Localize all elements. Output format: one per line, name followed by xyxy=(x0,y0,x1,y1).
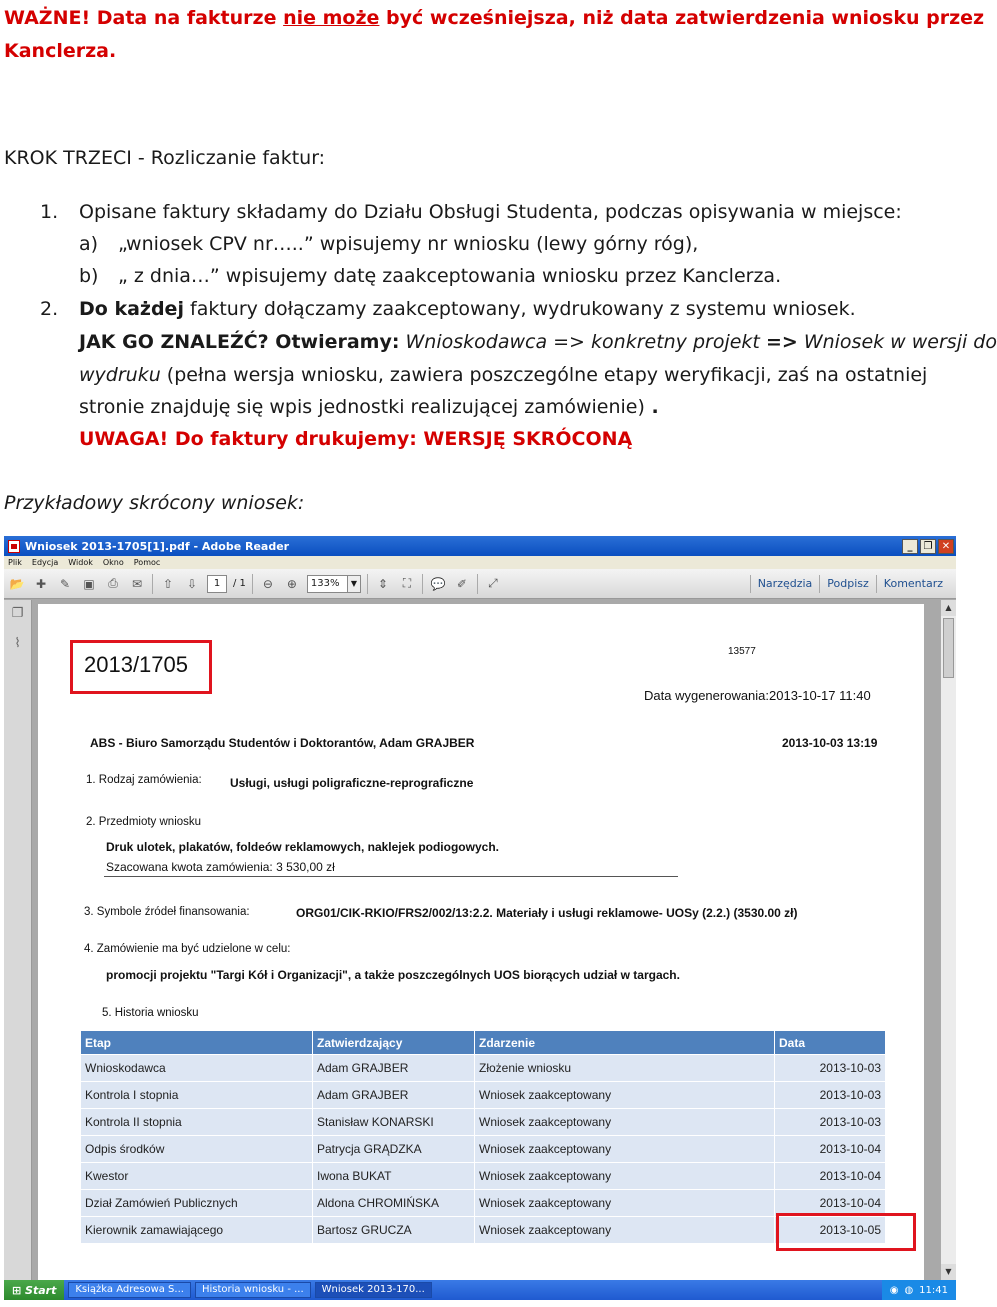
clock: 11:41 xyxy=(919,1284,948,1296)
zoom-in-icon[interactable]: ⊕ xyxy=(286,576,297,591)
cell-etap: Odpis środków xyxy=(81,1136,313,1163)
toolbar-separator xyxy=(477,574,478,594)
menu-bar xyxy=(4,556,956,569)
item2-line-2 xyxy=(79,330,997,354)
save-icon[interactable]: ▣ xyxy=(83,576,95,591)
section-2-value: Druk ulotek, plakatów, foldeów reklamowych, naklejek podiogowych. xyxy=(106,840,499,854)
system-tray xyxy=(882,1280,956,1300)
section-4-label: 4. Zamówienie ma być udzielone w celu: xyxy=(84,943,291,955)
item1-b-label: b) xyxy=(79,265,99,287)
cell-event: Wniosek zaakceptowany xyxy=(475,1109,775,1136)
reader-screenshot xyxy=(4,536,956,1300)
menu-pomoc[interactable]: Pomoc xyxy=(133,558,161,567)
warning-line-1 xyxy=(4,6,984,30)
example-label: Przykładowy skrócony wniosek: xyxy=(4,492,305,514)
cell-date: 2013-10-03 xyxy=(775,1082,886,1109)
table-row xyxy=(81,1109,886,1136)
cell-event: Wniosek zaakceptowany xyxy=(475,1136,775,1163)
tools-link[interactable]: Narzędzia xyxy=(750,575,820,593)
cell-etap: Kontrola II stopnia xyxy=(81,1109,313,1136)
cell-approver: Aldona CHROMIŃSKA xyxy=(313,1190,475,1217)
cell-date: 2013-10-05 xyxy=(775,1217,886,1244)
cell-event: Złożenie wniosku xyxy=(475,1055,775,1082)
section-3-value: ORG01/CIK-RKIO/FRS2/002/13:2.2. Materiały i usługi reklamowe- UOSy (2.2.) (3530.00 zł) xyxy=(296,906,798,920)
request-code: 13577 xyxy=(728,646,756,657)
cell-etap: Kwestor xyxy=(81,1163,313,1190)
section-4-value: promocji projektu "Targi Kół i Organizacji", a także poszczególnych UOS biorących udział w targach. xyxy=(106,968,680,982)
step-title: KROK TRZECI - Rozliczanie faktur: xyxy=(4,147,326,169)
table-row xyxy=(81,1055,886,1082)
edit-icon[interactable]: ✎ xyxy=(59,576,71,591)
section-2-label: 2. Przedmioty wniosku xyxy=(86,816,202,828)
column-header: Zdarzenie xyxy=(475,1031,775,1055)
item2-line-1 xyxy=(79,297,856,321)
item2-line-3 xyxy=(79,363,927,387)
pdf-page xyxy=(38,604,924,1284)
cell-approver: Adam GRAJBER xyxy=(313,1082,475,1109)
item2-wydruku: wydruku xyxy=(79,364,161,386)
table-row xyxy=(81,1163,886,1190)
warning-line-2: Kanclerza. xyxy=(4,40,117,62)
open-icon[interactable]: 📂 xyxy=(9,576,25,591)
restore-button[interactable]: ❐ xyxy=(920,539,936,554)
organization: ABS - Biuro Samorządu Studentów i Doktorantów, Adam GRAJBER xyxy=(90,736,475,750)
menu-widok[interactable]: Widok xyxy=(68,558,93,567)
cell-date: 2013-10-03 xyxy=(775,1055,886,1082)
windows-logo-icon: ⊞ xyxy=(12,1283,26,1297)
cell-event: Wniosek zaakceptowany xyxy=(475,1163,775,1190)
cell-etap: Wnioskodawca xyxy=(81,1055,313,1082)
page-down-icon[interactable]: ⇩ xyxy=(186,576,198,591)
scroll-up-icon[interactable]: ▲ xyxy=(941,600,956,616)
fullscreen-icon[interactable]: ⛶ xyxy=(402,576,412,590)
tray-icon[interactable]: ◍ xyxy=(904,1284,914,1296)
page-number-input[interactable]: 1 xyxy=(207,575,227,593)
zoom-value: 133% xyxy=(310,577,340,589)
item2-line-4 xyxy=(79,395,659,419)
date-highlight-box xyxy=(776,1213,916,1251)
toolbar-separator xyxy=(152,574,153,594)
item2-line4-text: stronie znajduję się wpis jednostki realizującej zamówienie) xyxy=(79,396,645,418)
uwaga-line: UWAGA! Do faktury drukujemy: WERSJĘ SKRÓCONĄ xyxy=(79,428,633,450)
item1-a-text: „wniosek CPV nr…..” wpisujemy nr wniosku (lewy górny róg), xyxy=(118,233,699,255)
cell-approver: Bartosz GRUCZA xyxy=(313,1217,475,1244)
highlight-icon[interactable]: ✐ xyxy=(456,576,467,591)
item1-b-text: „ z dnia…” wpisujemy datę zaakceptowania wniosku przez Kanclerza. xyxy=(118,265,782,287)
section-1-label: 1. Rodzaj zamówienia: xyxy=(86,774,202,786)
start-button[interactable] xyxy=(4,1280,64,1300)
windows-taskbar xyxy=(4,1280,956,1300)
scroll-down-icon[interactable]: ▼ xyxy=(941,1264,956,1280)
cell-etap: Kontrola I stopnia xyxy=(81,1082,313,1109)
table-row xyxy=(81,1136,886,1163)
navigation-sidebar xyxy=(4,600,32,1280)
expand-icon[interactable]: ⤢ xyxy=(488,576,498,590)
table-row xyxy=(81,1217,886,1244)
cell-etap: Kierownik zamawiającego xyxy=(81,1217,313,1244)
section-3-label: 3. Symbole źródeł finansowania: xyxy=(84,906,250,918)
start-label: Start xyxy=(25,1283,57,1297)
history-header-row xyxy=(81,1031,886,1055)
email-icon[interactable]: ✉ xyxy=(131,576,143,591)
item2-question: JAK GO ZNALEŹĆ? Otwieramy: xyxy=(79,331,400,353)
cell-etap: Dział Zamówień Publicznych xyxy=(81,1190,313,1217)
item2-arrow: => xyxy=(765,331,798,353)
column-header: Etap xyxy=(81,1031,313,1055)
create-icon[interactable]: ✚ xyxy=(35,576,47,591)
cell-approver: Iwona BUKAT xyxy=(313,1163,475,1190)
comment-icon[interactable]: 💬 xyxy=(430,576,446,591)
cell-date: 2013-10-04 xyxy=(775,1190,886,1217)
item2-line4-dot: . xyxy=(644,396,659,418)
window-titlebar xyxy=(4,536,956,556)
right-links xyxy=(750,569,950,599)
page-up-icon[interactable]: ⇧ xyxy=(162,576,174,591)
print-icon[interactable]: ⎙ xyxy=(108,576,118,590)
cell-event: Wniosek zaakceptowany xyxy=(475,1082,775,1109)
table-row xyxy=(81,1082,886,1109)
page-total: / 1 xyxy=(233,578,246,589)
column-header: Zatwierdzający xyxy=(313,1031,475,1055)
cell-date: 2013-10-04 xyxy=(775,1136,886,1163)
item2-line3-rest: (pełna wersja wniosku, zawiera poszczególne etapy weryfikacji, zaś na ostatniej xyxy=(160,364,928,386)
attachment-icon[interactable]: ⌇ xyxy=(14,636,21,651)
table-row xyxy=(81,1190,886,1217)
item2-rest: faktury dołączamy zaakceptowany, wydrukowany z systemu wniosek. xyxy=(183,298,856,320)
cell-approver: Patrycja GRĄDZKA xyxy=(313,1136,475,1163)
tray-icon[interactable]: ◉ xyxy=(889,1284,899,1296)
cell-approver: Stanisław KONARSKI xyxy=(313,1109,475,1136)
menu-edycja[interactable]: Edycja xyxy=(31,558,59,567)
column-header: Data xyxy=(775,1031,886,1055)
window-controls xyxy=(902,539,956,554)
chevron-down-icon: ▼ xyxy=(347,576,360,592)
generated-date: Data wygenerowania:2013-10-17 11:40 xyxy=(644,688,871,703)
warning-underlined: nie może xyxy=(283,7,380,29)
item2-path-1: Wnioskodawca => konkretny projekt xyxy=(399,331,766,353)
sign-link[interactable]: Podpisz xyxy=(819,575,876,593)
zoom-select[interactable] xyxy=(307,575,361,593)
taskbar-item-addressbook[interactable]: Książka Adresowa S... xyxy=(68,1282,191,1298)
fit-page-icon[interactable]: ⇕ xyxy=(377,576,388,591)
menu-okno[interactable]: Okno xyxy=(102,558,124,567)
window-title: Wniosek 2013-1705[1].pdf - Adobe Reader xyxy=(25,539,290,553)
scroll-thumb[interactable] xyxy=(943,618,954,678)
cell-event: Wniosek zaakceptowany xyxy=(475,1217,775,1244)
cell-date: 2013-10-03 xyxy=(775,1109,886,1136)
comment-link[interactable]: Komentarz xyxy=(876,575,950,593)
pages-icon[interactable]: ❐ xyxy=(11,606,24,621)
cell-event: Wniosek zaakceptowany xyxy=(475,1190,775,1217)
section-2-amount: Szacowana kwota zamówienia: 3 530,00 zł xyxy=(106,860,335,874)
amount-underline xyxy=(104,876,678,877)
toolbar-separator xyxy=(422,574,423,594)
toolbar-separator xyxy=(252,574,253,594)
warning-prefix: WAŻNE! Data na fakturze xyxy=(4,7,284,29)
item1-number: 1. xyxy=(40,201,59,223)
section-1-value: Usługi, usługi poligraficzne-reprograficzne xyxy=(230,776,474,790)
warning-suffix: być wcześniejsza, niż data zatwierdzenia wniosku przez xyxy=(379,7,985,29)
organization-date: 2013-10-03 13:19 xyxy=(782,736,878,750)
toolbar-separator xyxy=(367,574,368,594)
item1-text: Opisane faktury składamy do Działu Obsługi Studenta, podczas opisywania w miejsce: xyxy=(79,201,902,223)
history-table xyxy=(80,1030,886,1244)
item2-bold-start: Do każdej xyxy=(79,298,184,320)
menu-plik[interactable]: Plik xyxy=(8,558,22,567)
close-button[interactable]: ✕ xyxy=(938,539,954,554)
minimize-button[interactable]: _ xyxy=(902,539,918,554)
pdf-file-icon xyxy=(8,540,20,553)
item2-number: 2. xyxy=(40,298,59,320)
zoom-out-icon[interactable]: ⊖ xyxy=(262,576,273,591)
item2-path-2: Wniosek w wersji do xyxy=(797,331,997,353)
request-number: 2013/1705 xyxy=(84,652,188,677)
item1-a-label: a) xyxy=(79,233,99,255)
vertical-scrollbar[interactable] xyxy=(940,600,956,1280)
reader-toolbar xyxy=(4,569,956,599)
cell-approver: Adam GRAJBER xyxy=(313,1055,475,1082)
taskbar-item-history[interactable]: Historia wniosku - ... xyxy=(195,1282,311,1298)
taskbar-item-pdf[interactable]: Wniosek 2013-170... xyxy=(315,1282,432,1298)
section-5-label: 5. Historia wniosku xyxy=(102,1007,199,1019)
cell-date: 2013-10-04 xyxy=(775,1163,886,1190)
